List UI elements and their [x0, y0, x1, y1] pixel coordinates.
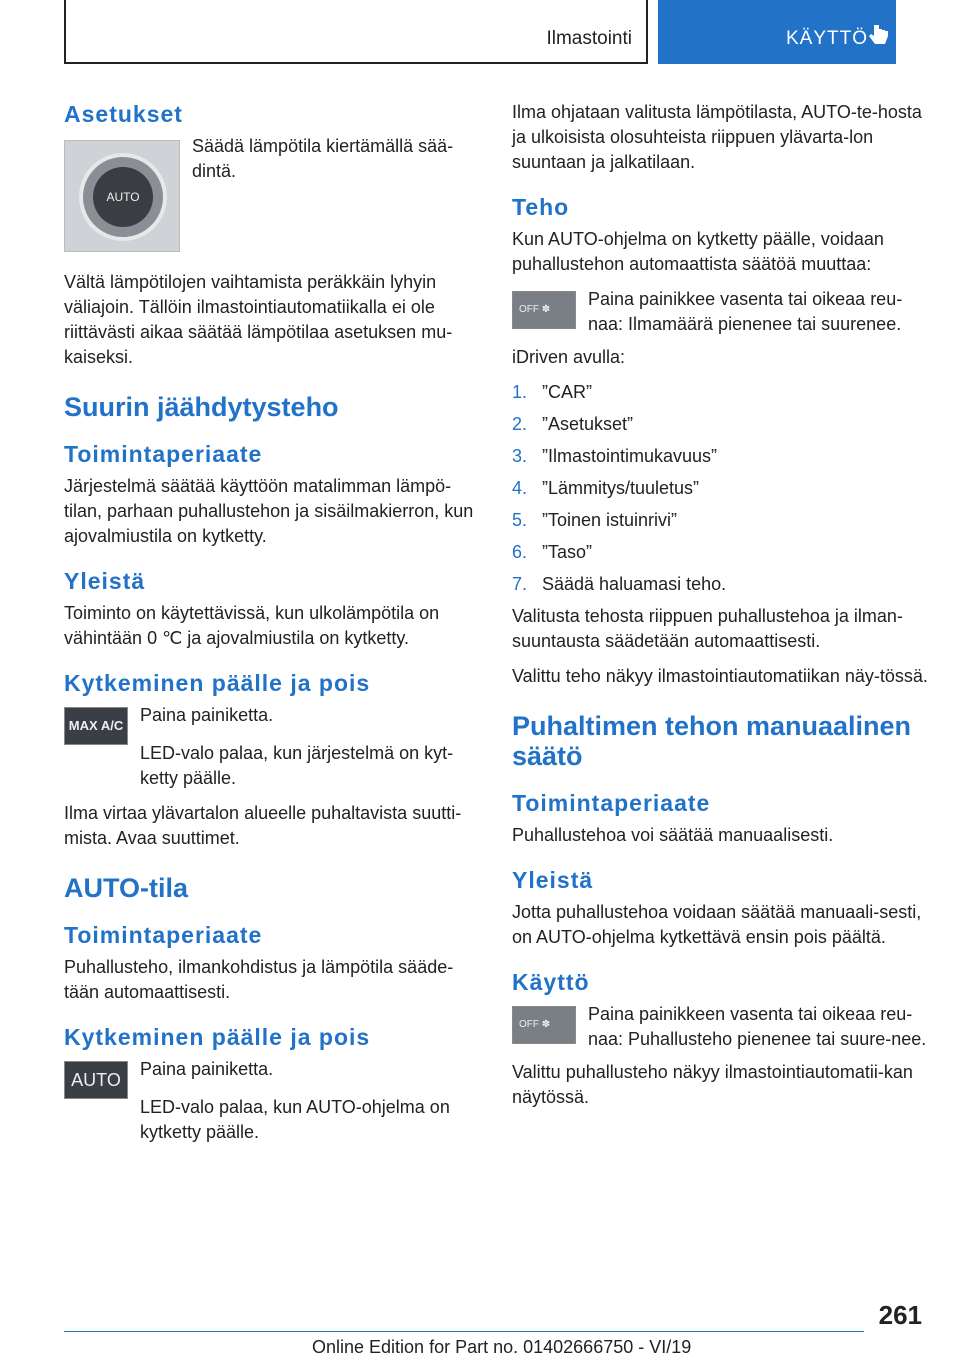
text-toimintaperiaate-1: Järjestelmä säätää käyttöön matalimman lämpö-tilan, parhaan puhallustehon ja sisäilmakierron, kun ajovalmiustila on kytketty. [64, 476, 474, 546]
fan-button-icon: OFF ✽ [512, 1006, 576, 1044]
list-item: 6. ”Taso” [512, 542, 593, 562]
footer-divider [64, 1331, 864, 1332]
heading-toimintaperiaate-1: Toimintaperiaate [64, 441, 263, 467]
page-number: 261 [878, 1300, 922, 1330]
text-asetukset: Säädä lämpötila kiertämällä sää-dintä. [192, 136, 454, 181]
idrive-steps [512, 380, 928, 597]
text-led-1: LED-valo palaa, kun järjestelmä on kyt-ketty päälle. [140, 743, 454, 788]
text-paina-fan-1: Paina painikkee vasenta tai oikeaa reu-naa: Ilmamäärä pienenee tai suurenee. [588, 289, 903, 334]
heading-suurin: Suurin jäähdytysteho [64, 392, 339, 422]
text-paina-1: Paina painiketta. [140, 705, 274, 725]
heading-kaytto: Käyttö [512, 969, 590, 995]
text-teho: Kun AUTO-ohjelma on kytketty päälle, voidaan puhallustehon automaattista säätöä muuttaa: [512, 229, 884, 274]
text-nakyy: Valittu teho näkyy ilmastointiautomatiikan näy-tössä. [512, 666, 928, 686]
fan-row-2 [512, 1002, 928, 1060]
text-valta: Vältä lämpötilojen vaihtamista peräkkäin lyhyin väliajoin. Tällöin ilmastointiautomatiikalla ei ole riittävästi aikaa säätää lämpötilaa asetuksen mu-kaiseksi. [64, 272, 453, 367]
max-ac-button-icon [64, 707, 128, 745]
header-section-title: Ilmastointi [546, 28, 632, 49]
list-item: 3. ”Ilmastointimukavuus” [512, 446, 718, 466]
knob-label: AUTO [93, 167, 153, 227]
heading-kytkeminen-2: Kytkeminen päälle ja pois [64, 1024, 371, 1050]
heading-teho: Teho [512, 194, 570, 220]
fan-row-1 [512, 287, 928, 345]
list-item: 2. ”Asetukset” [512, 414, 634, 434]
text-valittu: Valittu puhallusteho näkyy ilmastointiautomatii-kan näytössä. [512, 1062, 913, 1107]
text-yleista-2: Jotta puhallustehoa voidaan säätää manuaali-sesti, on AUTO-ohjelma kytkettävä ensin pois päältä. [512, 902, 922, 947]
text-valitusta: Valitusta tehosta riippuen puhallustehoa ja ilman-suuntausta säädetään automaattisesti. [512, 606, 903, 651]
list-item: 5. ”Toinen istuinrivi” [512, 510, 678, 530]
text-led-2: LED-valo palaa, kun AUTO-ohjelma on kytketty päälle. [140, 1097, 450, 1142]
text-paina-fan-2: Paina painikkeen vasenta tai oikeaa reu-naa: Puhallusteho pienenee tai suure-nee. [588, 1004, 927, 1049]
text-ilma-virtaa: Ilma virtaa ylävartalon alueelle puhaltavista suutti-mista. Avaa suuttimet. [64, 803, 462, 848]
maxac-label: MAX A/C [68, 718, 124, 733]
hand-pointer-icon [866, 22, 892, 48]
list-item: 7. Säädä haluamasi teho. [512, 574, 727, 594]
auto-button-icon [64, 1061, 128, 1099]
list-item: 4. ”Lämmitys/tuuletus” [512, 478, 700, 498]
auto-row [64, 1057, 476, 1115]
left-column [64, 100, 476, 1155]
header-chapter-tab [658, 0, 896, 64]
header-chapter-title: KÄYTTÖ [786, 28, 869, 49]
heading-auto-tila: AUTO-tila [64, 873, 189, 903]
heading-toimintaperiaate-3: Toimintaperiaate [512, 790, 711, 816]
footer-edition: Online Edition for Part no. 01402666750 - VI/19 [312, 1337, 692, 1357]
right-column [512, 100, 928, 1120]
heading-toimintaperiaate-2: Toimintaperiaate [64, 922, 263, 948]
heading-asetukset: Asetukset [64, 101, 183, 127]
page-header [64, 0, 896, 64]
heading-kytkeminen-1: Kytkeminen päälle ja pois [64, 670, 371, 696]
heading-yleista-2: Yleistä [512, 867, 594, 893]
text-idrive: iDriven avulla: [512, 347, 626, 367]
text-ilma-ohjataan: Ilma ohjataan valitusta lämpötilasta, AUTO-te-hosta ja ulkoisista olosuhteista riippuen ylävarta-lon suuntaan ja jalkatilaan. [512, 102, 922, 172]
text-toimintaperiaate-2: Puhallusteho, ilmankohdistus ja lämpötila sääde-tään automaattisesti. [64, 957, 454, 1002]
auto-label: AUTO [71, 1070, 121, 1090]
heading-puhallin: Puhaltimen tehon manuaalinen säätö [512, 711, 912, 771]
temperature-knob-image [64, 140, 180, 252]
heading-yleista-1: Yleistä [64, 568, 146, 594]
fan-off-label: OFF [519, 304, 539, 315]
fan-button-icon: OFF ✽ [512, 291, 576, 329]
text-yleista-1: Toiminto on käytettävissä, kun ulkolämpötila on vähintään 0 ℃ ja ajovalmiustila on kytketty. [64, 603, 440, 648]
text-toimintaperiaate-3: Puhallustehoa voi säätää manuaalisesti. [512, 825, 834, 845]
maxac-row [64, 703, 476, 761]
header-section-box [64, 0, 648, 64]
text-paina-2: Paina painiketta. [140, 1059, 274, 1079]
list-item: 1. ”CAR” [512, 382, 592, 402]
